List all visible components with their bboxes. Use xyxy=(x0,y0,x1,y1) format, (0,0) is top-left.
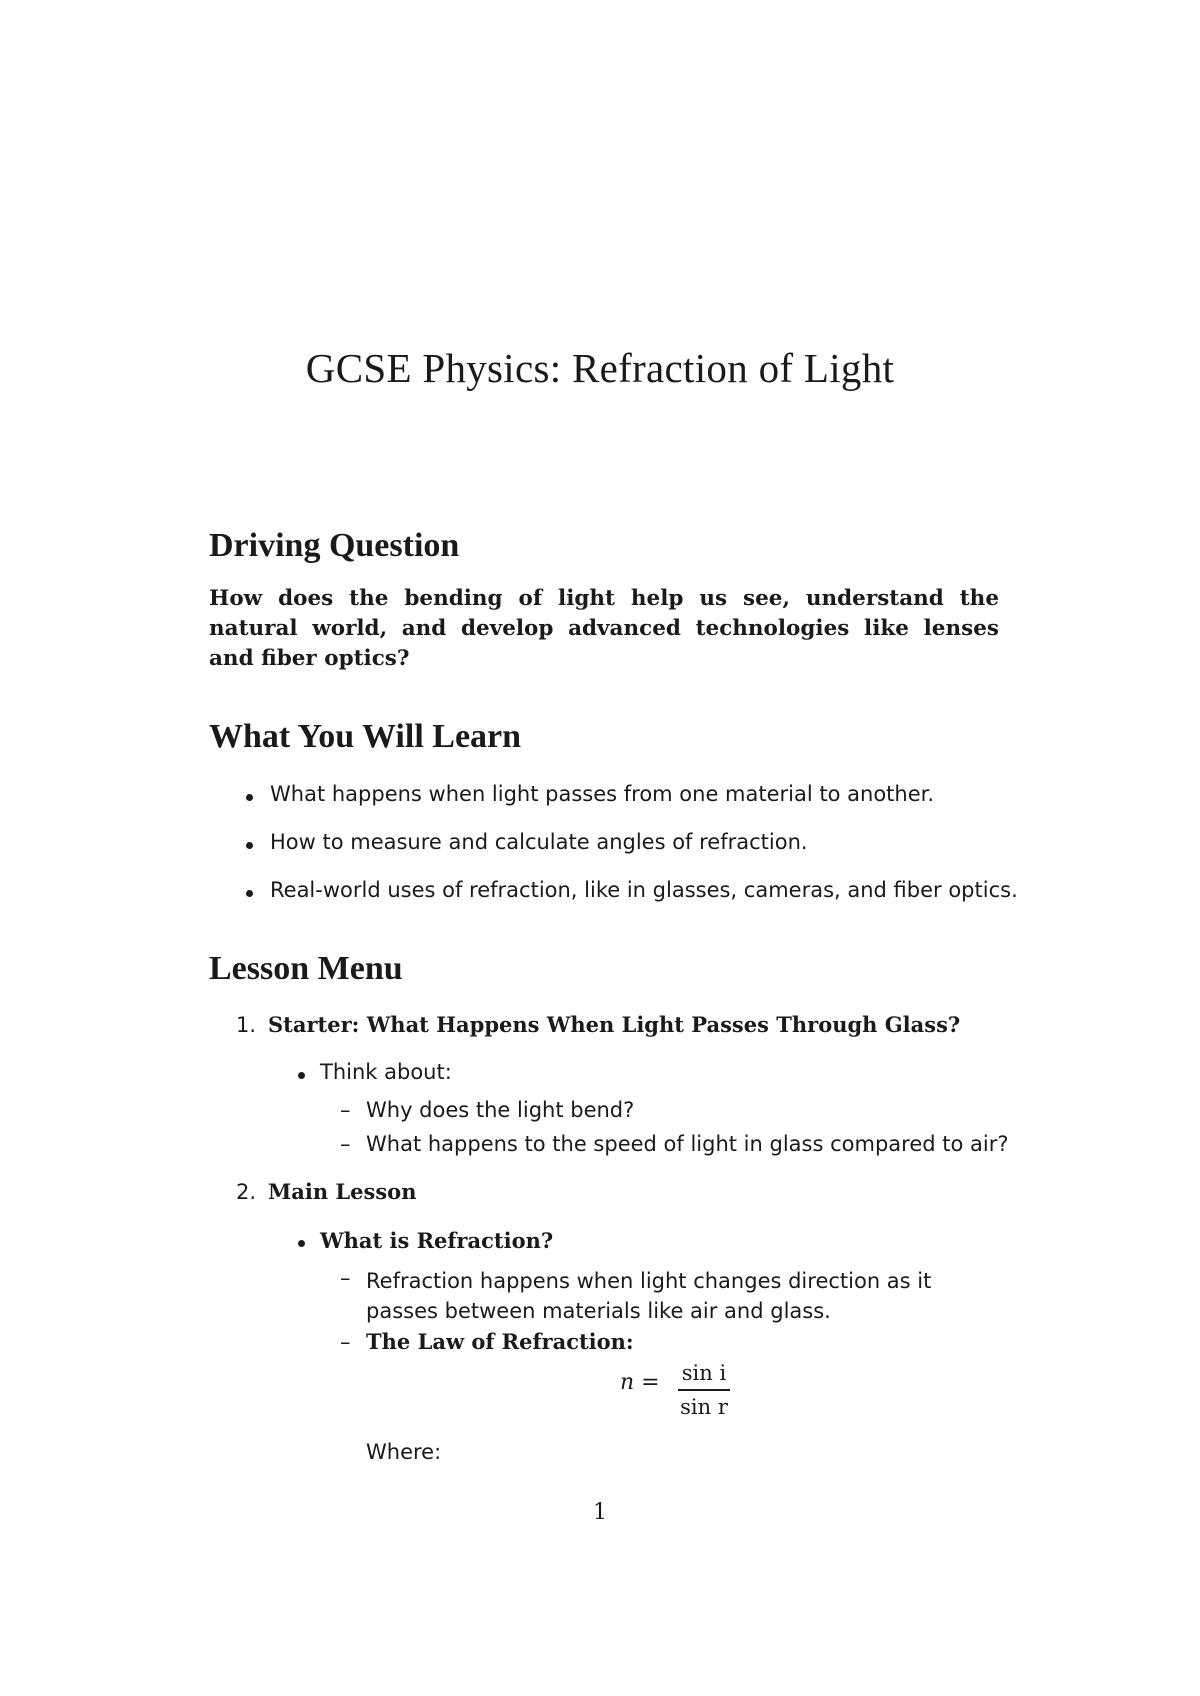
starter-question: What happens to the speed of light in glass compared to air? xyxy=(366,1132,1009,1156)
driving-question-text: How does the bending of light help us see, understand the natural world, and develop advanced technologies like lenses and fiber optics? xyxy=(209,586,999,671)
dash-icon: – xyxy=(340,1098,351,1122)
law-of-refraction-label: The Law of Refraction: xyxy=(366,1329,634,1354)
fraction-bar xyxy=(678,1389,730,1391)
think-about-label: Think about: xyxy=(320,1060,452,1084)
learn-item: Real-world uses of refraction, like in glasses, cameras, and fiber optics. xyxy=(270,878,1018,902)
formula-fraction xyxy=(678,1360,730,1420)
lesson-item-number: 2. xyxy=(236,1180,257,1204)
bullet-icon xyxy=(298,1240,305,1247)
dash-icon: – xyxy=(340,1132,351,1156)
bullet-icon xyxy=(246,794,253,801)
learn-item: How to measure and calculate angles of refraction. xyxy=(270,830,808,854)
lesson-item-main: Main Lesson xyxy=(268,1179,417,1204)
bullet-icon xyxy=(246,890,253,897)
refraction-definition: Refraction happens when light changes direction as it passes between materials like air and glass. xyxy=(366,1269,932,1323)
page-title: GCSE Physics: Refraction of Light xyxy=(305,345,895,391)
lesson-item-number: 1. xyxy=(236,1013,257,1037)
page-number: 1 xyxy=(593,1500,607,1525)
formula-lhs: n = xyxy=(620,1370,660,1395)
learn-heading: What You Will Learn xyxy=(209,718,522,755)
bullet-icon xyxy=(298,1072,305,1079)
starter-question: Why does the light bend? xyxy=(366,1098,635,1122)
lesson-menu-heading: Lesson Menu xyxy=(209,950,403,987)
driving-question-heading: Driving Question xyxy=(209,527,460,564)
learn-item: What happens when light passes from one material to another. xyxy=(270,782,935,806)
formula-denominator: sin r xyxy=(680,1394,728,1419)
where-label: Where: xyxy=(366,1440,442,1464)
lesson-item-starter: Starter: What Happens When Light Passes Through Glass? xyxy=(268,1012,961,1037)
what-is-refraction: What is Refraction? xyxy=(320,1228,554,1253)
formula-numerator: sin i xyxy=(681,1361,727,1385)
bullet-icon xyxy=(246,842,253,849)
dash-icon: – xyxy=(340,1266,351,1290)
dash-icon: – xyxy=(340,1330,351,1354)
